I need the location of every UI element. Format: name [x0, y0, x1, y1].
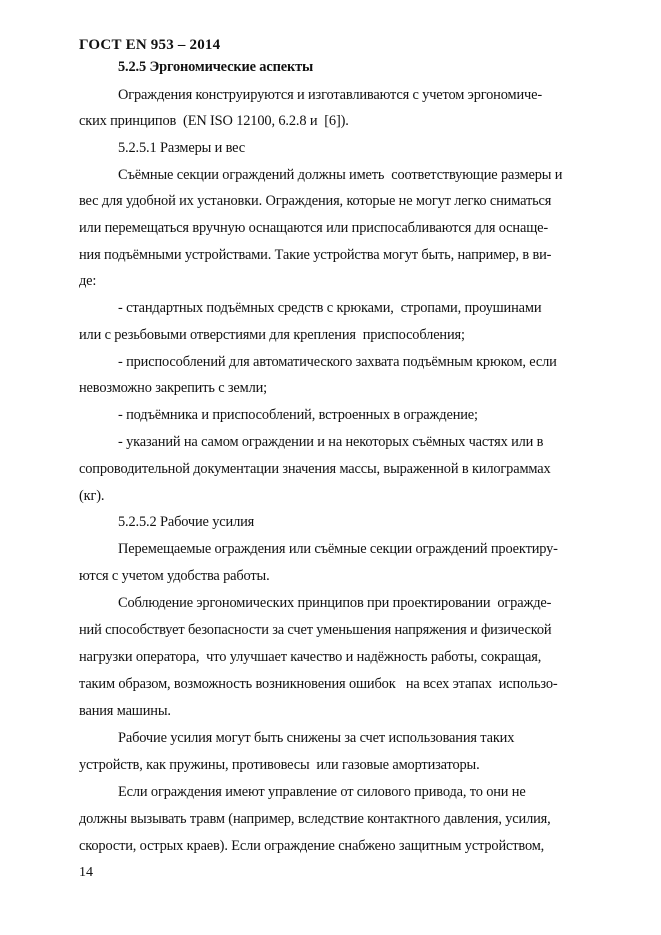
text-line: Если ограждения имеют управление от силового привода, то они не — [118, 784, 526, 800]
text-line: Рабочие усилия могут быть снижены за счет использования таких — [118, 730, 515, 746]
text-line: сопроводительной документации значения массы, выраженной в килограммах — [79, 461, 551, 477]
text-line: должны вызывать травм (например, вследствие контактного давления, усилия, — [79, 811, 551, 827]
text-line: скорости, острых краев). Если ограждение снабжено защитным устройством, — [79, 838, 545, 854]
text-line: таким образом, возможность возникновения ошибок на всех этапах использо- — [79, 676, 558, 692]
text-line: 5.2.5.2 Рабочие усилия — [118, 514, 255, 530]
text-line: или перемещаться вручную оснащаются или приспосабливаются для оснаще- — [79, 220, 549, 236]
text-line: устройств, как пружины, противовесы или газовые амортизаторы. — [79, 757, 480, 773]
text-line: Соблюдение эргономических принципов при проектировании огражде- — [118, 595, 552, 611]
text-line: Ограждения конструируются и изготавливаются с учетом эргономиче- — [118, 87, 542, 103]
text-line: - стандартных подъёмных средств с крюками, стропами, проушинами — [118, 300, 542, 316]
section-heading: 5.2.5 Эргономические аспекты — [118, 59, 314, 75]
text-line: (кг). — [79, 488, 105, 504]
text-line: ских принципов (EN ISO 12100, 6.2.8 и [6]). — [79, 113, 349, 129]
text-line: вес для удобной их установки. Ограждения, которые не могут легко сниматься — [79, 193, 552, 209]
text-line: - подъёмника и приспособлений, встроенных в ограждение; — [118, 407, 478, 423]
text-line: де: — [79, 273, 97, 289]
text-line: ний способствует безопасности за счет уменьшения напряжения и физической — [79, 622, 552, 638]
text-line: - указаний на самом ограждении и на некоторых съёмных частях или в — [118, 434, 544, 450]
text-line: нагрузки оператора, что улучшает качество и надёжность работы, сокращая, — [79, 649, 542, 665]
text-line: 5.2.5.1 Размеры и вес — [118, 140, 245, 156]
text-line: или с резьбовыми отверстиями для крепления приспособления; — [79, 327, 465, 343]
text-line: Перемещаемые ограждения или съёмные секции ограждений проектиру- — [118, 541, 558, 557]
text-line: - приспособлений для автоматического захвата подъёмным крюком, если — [118, 354, 557, 370]
text-line: ния подъёмными устройствами. Такие устройства могут быть, например, в ви- — [79, 247, 552, 263]
page-number: 14 — [79, 865, 93, 880]
text-line: вания машины. — [79, 703, 171, 719]
text-line: ются с учетом удобства работы. — [79, 568, 270, 584]
standard-header: ГОСТ EN 953 – 2014 — [79, 37, 221, 53]
text-line: невозможно закрепить с земли; — [79, 380, 268, 396]
text-line: Съёмные секции ограждений должны иметь соответствующие размеры и — [118, 167, 563, 183]
